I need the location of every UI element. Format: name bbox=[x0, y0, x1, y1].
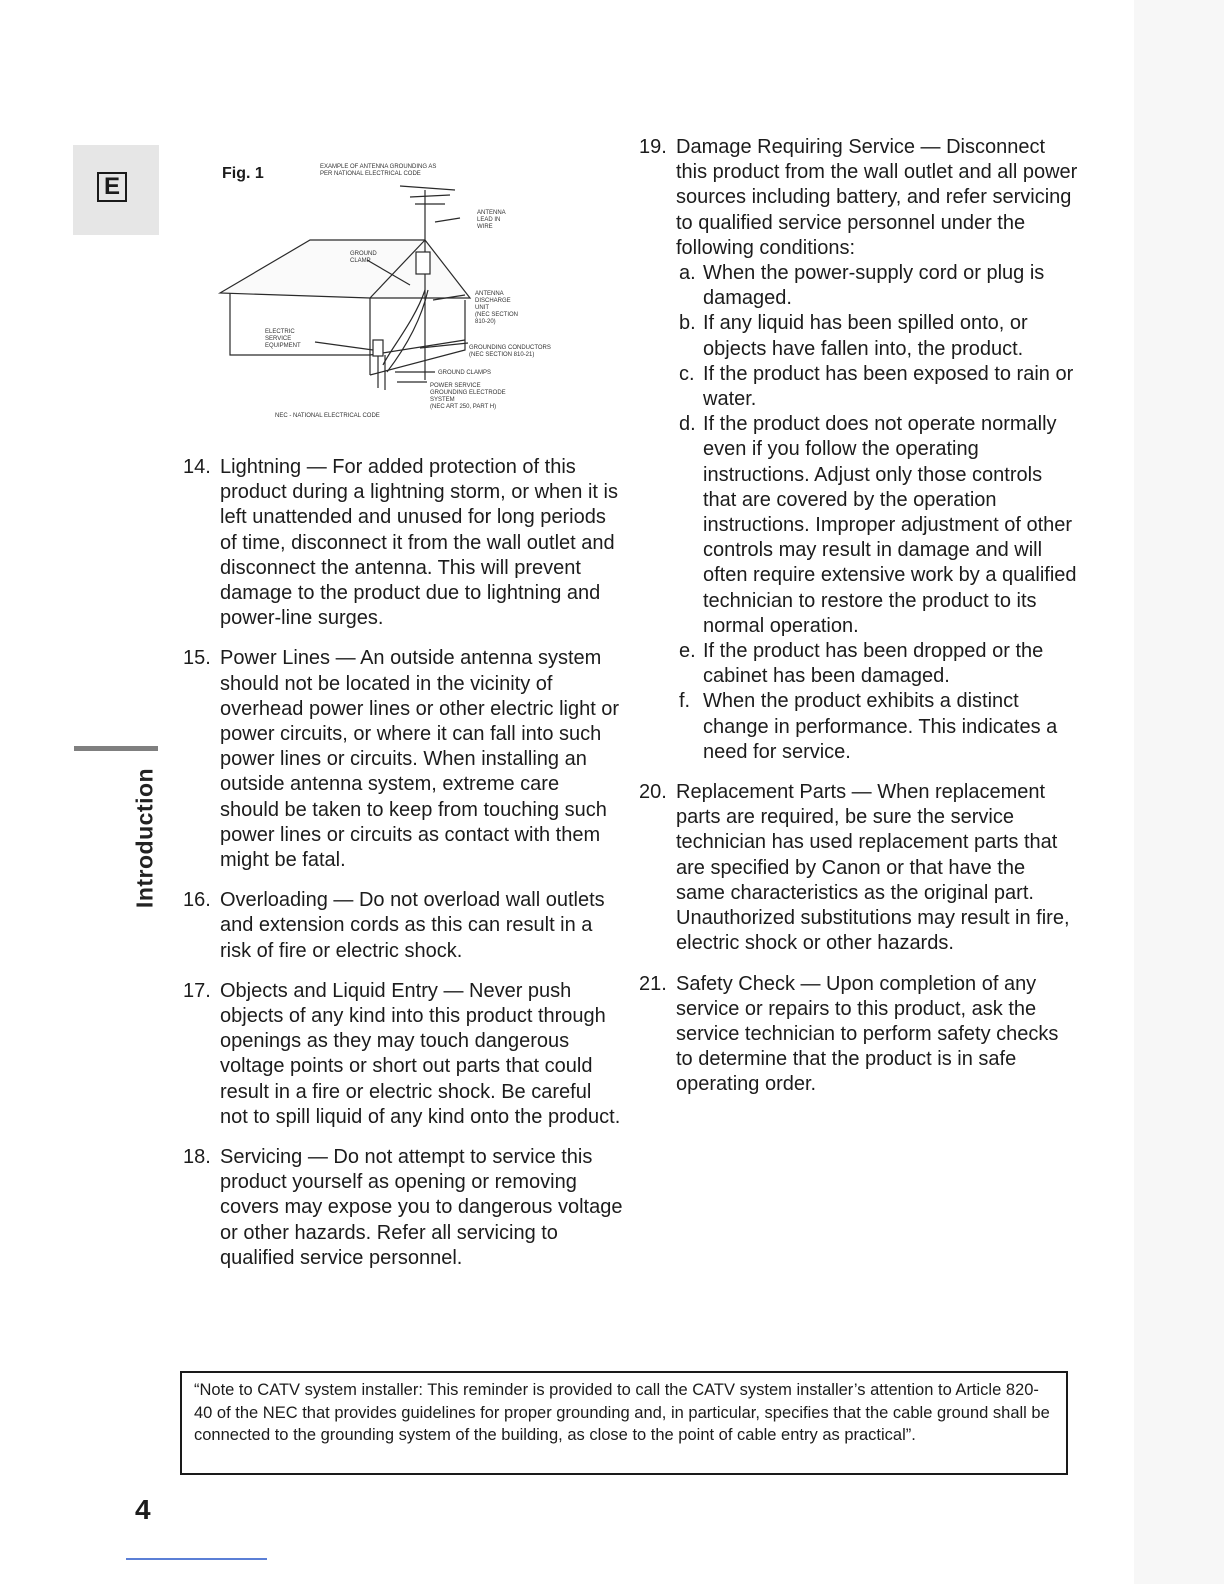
label-antenna-lead-1: ANTENNA bbox=[477, 210, 506, 216]
label-discharge-2: DISCHARGE bbox=[475, 298, 511, 304]
instruction-item bbox=[183, 1145, 623, 1271]
antenna-grounding-diagram bbox=[215, 150, 585, 425]
item-text: Safety Check — Upon completion of any service or repairs to this product, ask the service technician to perform safety checks to determine that the product is in safe operating order. bbox=[676, 972, 1059, 1096]
item-number: 19. bbox=[639, 136, 667, 158]
instruction-item bbox=[183, 979, 623, 1130]
label-antenna-lead-3: WIRE bbox=[477, 224, 493, 230]
figure-caption-line-1: EXAMPLE OF ANTENNA GROUNDING AS bbox=[320, 164, 437, 170]
page-edge-shade bbox=[1134, 0, 1224, 1584]
sub-item bbox=[679, 639, 1079, 689]
item-text: Damage Requiring Service — Disconnect this product from the wall outlet and all power sources including battery, and refer servicing to qualified service personnel under the following conditions: bbox=[676, 136, 1078, 259]
item-number: 15. bbox=[183, 647, 211, 670]
instruction-item bbox=[183, 455, 623, 631]
item-text: Overloading — Do not overload wall outlets and extension cords as this can result in a risk of fire or electric shock. bbox=[220, 889, 605, 962]
bottom-accent-line bbox=[126, 1558, 267, 1560]
item-number: 18. bbox=[183, 1146, 211, 1169]
instruction-item bbox=[183, 888, 623, 964]
catv-note-box bbox=[180, 1371, 1068, 1475]
item-text: Power Lines — An outside antenna system should not be located in the vicinity of overhead power lines or other electric light or power circuits, or where it can fall into such power lines or circuits. When installing an outside antenna system, extreme care should be taken to keep from touching such power lines or circuits as contact with them might be fatal. bbox=[220, 647, 620, 872]
sub-item-text: When the power-supply cord or plug is damaged. bbox=[703, 262, 1045, 310]
sub-item bbox=[679, 311, 1079, 361]
sub-item bbox=[679, 412, 1079, 639]
catv-note-text: “Note to CATV system installer: This reminder is provided to call the CATV system installer’s attention to Article 820-40 of the NEC that provides guidelines for proper grounding and, in particular, specifies that the cable ground shall be connected to the grounding system of the building, as close to the point of cable entry as practical”. bbox=[194, 1381, 1050, 1444]
item-number: 16. bbox=[183, 889, 211, 912]
sub-item-text: If any liquid has been spilled onto, or objects have fallen into, the product. bbox=[703, 312, 1028, 360]
label-discharge-5: 810-20) bbox=[475, 319, 496, 325]
instruction-item-19 bbox=[639, 135, 1079, 765]
sub-item-text: If the product does not operate normally even if you follow the operating instructions. Adjust only those controls that are covered by the operation instructions. Improper adjustment of other controls may result in damage and will often require extensive work by a qualified technician to restore the product to its normal operation. bbox=[703, 413, 1077, 637]
item-text: Lightning — For added protection of this product during a lightning storm, or when it is left unattended and unused for long periods of time, disconnect it from the wall outlet and disconnect the antenna. This will prevent damage to the product due to lightning and power-line surges. bbox=[220, 456, 618, 630]
label-electric-2: SERVICE bbox=[265, 336, 292, 342]
item-text: Objects and Liquid Entry — Never push objects of any kind into this product through openings as they may touch dangerous voltage points or short out parts that could result in a fire or electric shock. Be careful not to spill liquid of any kind onto the product. bbox=[220, 979, 621, 1128]
language-tab-letter: E bbox=[103, 173, 120, 200]
item-number: 20. bbox=[639, 781, 667, 804]
label-electrode-2: GROUNDING ELECTRODE bbox=[430, 390, 506, 396]
sub-item-text: When the product exhibits a distinct change in performance. This indicates a need for service. bbox=[703, 690, 1058, 763]
label-nec-legend: NEC - NATIONAL ELECTRICAL CODE bbox=[275, 413, 380, 419]
sub-item-text: If the product has been exposed to rain or water. bbox=[703, 362, 1074, 411]
label-grounding-conductors-2: (NEC SECTION 810-21) bbox=[469, 352, 535, 358]
label-discharge-4: (NEC SECTION bbox=[475, 312, 519, 318]
page-number: 4 bbox=[135, 1494, 151, 1525]
label-ground-clamps: GROUND CLAMPS bbox=[438, 370, 492, 376]
item-number: 14. bbox=[183, 456, 211, 478]
label-grounding-conductors-1: GROUNDING CONDUCTORS bbox=[469, 345, 551, 351]
sub-item-letter: b. bbox=[679, 312, 696, 335]
label-electrode-1: POWER SERVICE bbox=[430, 383, 481, 389]
sub-item-letter: f. bbox=[679, 690, 691, 713]
label-antenna-lead-2: LEAD IN bbox=[477, 217, 501, 223]
sub-item-letter: a. bbox=[679, 262, 696, 285]
label-ground-clamp-2: CLAMP bbox=[350, 258, 371, 264]
language-tab-box bbox=[97, 172, 127, 202]
right-column bbox=[639, 135, 1079, 1113]
sub-item bbox=[679, 261, 1079, 311]
sub-item bbox=[679, 362, 1079, 412]
label-electric-1: ELECTRIC bbox=[265, 329, 295, 335]
label-electrode-3: SYSTEM bbox=[430, 397, 455, 403]
item-number: 21. bbox=[639, 972, 667, 995]
section-side-label-text: Introduction bbox=[131, 767, 158, 909]
label-electric-3: EQUIPMENT bbox=[265, 343, 301, 349]
house-drawing bbox=[220, 186, 470, 390]
figure-caption-line-2: PER NATIONAL ELECTRICAL CODE bbox=[320, 171, 421, 177]
label-discharge-3: UNIT bbox=[475, 305, 489, 311]
language-tab bbox=[73, 145, 159, 235]
side-divider bbox=[74, 746, 158, 751]
item-text: Replacement Parts — When replacement parts are required, be sure the service technician has used replacement parts that are specified by Canon or that have the same characteristics as the original part. Unauthorized substitutions may result in fire, electric shock or other hazards. bbox=[676, 781, 1070, 955]
sub-item-text: If the product has been dropped or the cabinet has been damaged. bbox=[703, 640, 1044, 688]
label-electrode-4: (NEC ART 250, PART H) bbox=[430, 404, 497, 410]
figure-title: Fig. 1 bbox=[222, 165, 264, 182]
item-text: Servicing — Do not attempt to service this product yourself as opening or removing covers may expose you to dangerous voltage or other hazards. Refer all servicing to qualified service personnel. bbox=[220, 1146, 623, 1269]
sub-item-letter: c. bbox=[679, 362, 695, 385]
instruction-item bbox=[639, 780, 1079, 956]
sub-item bbox=[679, 689, 1079, 765]
sub-item-letter: d. bbox=[679, 413, 696, 436]
sub-item-letter: e. bbox=[679, 640, 696, 663]
left-column bbox=[183, 455, 623, 1286]
label-discharge-1: ANTENNA bbox=[475, 291, 504, 297]
instruction-item bbox=[639, 972, 1079, 1098]
label-ground-clamp-1: GROUND bbox=[350, 251, 377, 257]
antenna-grounding-figure bbox=[215, 150, 585, 425]
instruction-item bbox=[183, 646, 623, 873]
item-number: 17. bbox=[183, 979, 211, 1002]
